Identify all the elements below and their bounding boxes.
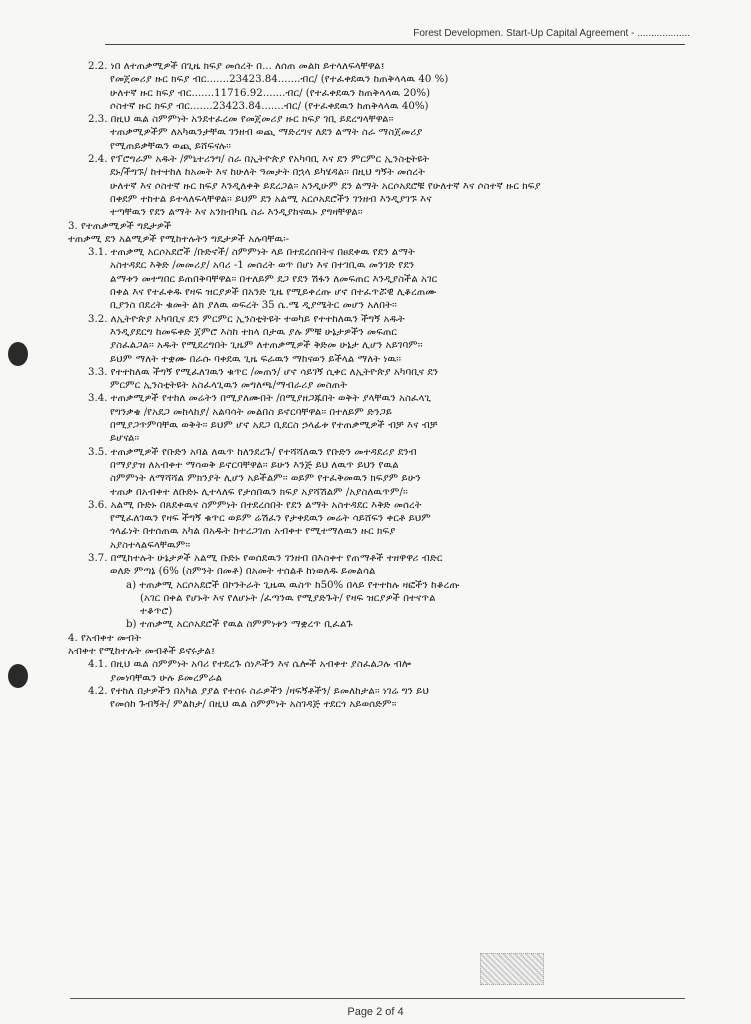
text-line: 3.7. በሚከተሉት ሁኔታዎች አልሚ ቡድኑ የወሰደዉን ገንዘብ በእስቀተ የጠማቶች ተዘዋዋሪ ብድር	[88, 552, 443, 564]
text-line: በቀደም ተከተል ይተላለፍላቸዋል፡፡ ይህም ደን አልሚ አርሶአደሮችን ገንዘብ እንዲያገኙ እና	[110, 193, 432, 205]
punch-hole	[8, 342, 28, 366]
text-line: ሁለተኛ እና ሶስተኛ ዙር ክፍያ እንዲለቀቅ ይደረጋል፡፡ አንዲሁም ደን ልማት አርሶአደሮቹ የሁለተኛ እና ሶስተኛ ዙር ክፍያ	[110, 180, 541, 192]
text-line: በቀል እና የተፈቀዱ የዛፍ ዝርያዎች በአንድ ጊዜ የሚይቀረጡ ሆኖ በተፈጥሯዊ ሊቆረጠሙ	[110, 287, 437, 299]
text-line: ተጠቃሚ ደን አልሚዎች የሚከተሉትን ግዴታዎች አሉባቸዉ፡-	[68, 233, 290, 245]
text-line: እንዲያደርግ ከመፍቀድ ጀምሮ እስከ ተክላ በታዉ ያሉ ምቹ ሁኔታዎችን መፍጠር	[110, 326, 398, 338]
text-line: ተጠቃሚዎችም ለአካዉንታቸዉ ገንዘብ ወጪ ማድረግና ለደን ልማት ስራ ማስጀመሪያ	[110, 127, 423, 139]
text-line: ያስፈልጋል፡፡ አዱት የሚደረግበት ጊዜም ለተጠቃሚዎች ቅድመ ሁኔታ ሊሆን አይገባም፡፡	[110, 340, 423, 352]
text-line: አያስተላልፍላቸዉም፡፡	[110, 539, 191, 551]
page-header: Forest Developmen. Start-Up Capital Agreement - ...................	[413, 28, 690, 39]
text-line: ስምምነት ለማሻሻል ምክንያት ሊሆን አይችልም፡፡ ወይም የተፈቅመዉን ክፍያም ይሁን	[110, 473, 421, 485]
text-line: 4.2. የተከለ በታዎችን በአካል ያያል የተሰሩ ስራዎችን /ዛፍኝቶችን/ ይመለከታል፡፡ ነገሬ ግን ይህ	[88, 685, 429, 697]
text-line: (አገር በቀል የሆኑት እና የለሆኑት /ፈጣንዉ የሚያድጉት/ የዛፍ ዝርያዎች በተናጥል	[140, 592, 436, 604]
text-line: 4.1. በዚህ ዉል ስምምነት አባሪ የተደረጉ ሰነዶችን እና ሴሎች አብቀተ ያስፈልጋሉ ብሎ	[88, 659, 412, 671]
text-line: በማያያዝ ለአብቀተ ማሳወቅ ይኖርባቸዋል፡፡ ይሁን እንጅ ይህ ለዉጥ ይህን የዉል	[110, 459, 399, 471]
faded-stamp	[480, 953, 544, 985]
text-line: ተጠቃ በአብቀተ ለቡድኑ ሊተላለፍ የታሰበዉን ክፍያ አያሻሽልም /አያስለዉጥም/፡፡	[110, 486, 408, 498]
text-line: ሶስተኛ ዙር ክፍያ ብር.......23423.84.......ብር/ (የተፈቀደዉን ከጠቅላላዉ 40%)	[110, 100, 429, 112]
text-line: በሚያጋጥምባቸዉ ወቅት፡፡ ይህም ሆኖ አደጋ ቢደርስ ኃላፊቱ የተጠቃሚዎች ብቻ እና ብቻ	[110, 420, 438, 432]
text-line: ይህም ማለት ተቋሙ በራሱ ባቀደዉ ጊዜ ፍራዉን ማከናወን ይችላል ማለት ነዉ፡፡	[110, 353, 402, 365]
punch-hole	[8, 664, 28, 688]
text-line: ተቆጥሮ)	[140, 606, 173, 618]
footer-rule	[70, 998, 685, 999]
page-number: Page 2 of 4	[347, 1006, 404, 1018]
text-line: ወለድ ምጣኔ (6% (ስምንት በመቶ) በአመት ተሰልቶ ከነወለዱ ይመልሳል	[110, 566, 376, 578]
text-line: የሚጠይቃቸዉን ወጪ ይሸፍናሉ፡፡	[110, 140, 231, 152]
text-line: የመሰከ ጉብኝት/ ምልከታ/ በዚህ ዉል ስምምነት አስገዳጅ ተደርጎ አይወሰድም፡፡	[110, 699, 397, 711]
text-line: የሚፈለገዉን የዛፍ ችግኝ ቁጥር ወይም ሬሽፈን የታቀደዉን መሬት ሳይሸፍን ቀርቶ ይህም	[110, 513, 431, 525]
text-line: 3.1. ተጠቃሚ አርሶአደሮች /ቡድኖች/ ስምምነት ላይ በተደረሰበትና በፀደቀዉ የደን ልማት	[88, 247, 415, 259]
text-line: 3.4. ተጠቃሚዎች የተከለ መሬትን በሚያለሙበት /በሚያዘጋጁበት ወቅት ያላቸዉን አስፈላጊ	[88, 393, 432, 405]
text-line: አስተዳደር እቅድ /መመሪያ/ አባሪ -1 መሰረት ወጥ በሆነ እና በተገቢዉ መንገድ የደን	[110, 260, 415, 272]
text-line: b) ተጠቃሚ አርሶአደሮች የዉል ስምምነቱን ማቋረጥ ቢፈልጉ	[126, 619, 353, 631]
text-line: 3.2. ለኢትዮጵያ አካባቢና ደን ምርምር ኢንስቲትዩት ተወካይ የተተከለዉን ችግኝ አዱት	[88, 313, 405, 325]
text-line: 3.5. ተጠቃሚዎች የቡድን አባል ለዉጥ ከለንደረጉ/ የተሻሻለዉን የቡድን መተዳደሪያ ደንብ	[88, 446, 417, 458]
text-line: ይሆናል፡፡	[110, 433, 140, 445]
text-line: 2.4. የፕሮግራም አዱት /ምኒተሪንግ/ ስራ በኢትዮጵያ የአካባቢ እና ደን ምርምር ኢንስቲትዩት	[88, 154, 430, 166]
text-line: 4. የአብቀተ መብት	[68, 632, 142, 644]
text-line: ሁለተኛ ዙር ክፍያ ብር.......11716.92.......ብር/ (የተፈቀደዉን ከጠቅላላዉ 20%)	[110, 87, 431, 99]
text-line: ጎላፊነት በተሰጠዉ አካል በአዱት ከተረጋገጠ አብቀተ የሚተማለዉን ዙር ክፍያ	[110, 526, 396, 538]
text-line: ተጣቸዉን የደን ልማት እና አንክብካቤ ስራ እንዲያከናዉኑ ያግዛቸዋል፡፡	[110, 207, 363, 219]
text-line: ደኑ/ችግኙ/ ከተተከለ ከአመት እና ከሁለት ዓመታት በኋላ ይካሄዳል፡፡ በዚህ ግኝት መሰረት	[110, 167, 425, 179]
text-line: ምርምር ኢንስቲትዩት አስፈላጊዉን መግለጫ/ማብራሪያ መስጠት	[110, 380, 348, 392]
text-line: ልማቱን መተግበር ይጠበቅባቸዋል፡፡ በተለይም ደጋ የደን ሽፋን ለመፍጠር እንዲያስችል አገር	[110, 273, 438, 285]
text-line: 2.3. በዚህ ዉል ስምምነት አንደተፈረመ የመጀመሪያ ዙር ክፍያ ገቢ ይደረግላቸዋል፡፡	[88, 114, 394, 126]
header-rule	[105, 44, 685, 45]
text-line: 3.6. አልሚ ቡድኑ በጸደቀዉና ስምምነት በተደረሰበት የደን ልማት አስተዳደር እቅድ መሰረት	[88, 499, 422, 511]
text-line: 3. የተጠቃሚዎች ግዴታዎች	[68, 220, 172, 232]
text-line: 2.2. ነበ ለተጠቃሚዎች በጊዜ ክፍያ መሰረት በ... ለሰጠ መልክ ይተላለፍላቸዋል፤	[88, 61, 385, 72]
text-line: a) ተጠቃሚ አርሶአደሮች በኮንትራት ጊዜዉ ዉስጥ ከ50% በላይ የተተከሉ ዛፎችን ከቆረጡ	[126, 579, 460, 591]
text-line: 3.3. የተተከለዉ ችግኝ የሚፈለገዉን ቁጥር /መጠን/ ሆኖ ሳይገኝ ሲቀር ለኢትዮጵያ አካባቢና ደን	[88, 366, 439, 378]
text-line: የመጀመሪያ ዙር ክፍያ ብር.......23423.84.......ብር/ (የተፈቀደዉን ከጠቅላላዉ 40 %)	[110, 74, 449, 86]
text-line: ቢያንስ በደረት ቁመት ልክ ያለዉ ወፍረት 35 ሴ.ሜ ዲያሜትር መሆን አለበት፡፡	[110, 300, 397, 312]
text-line: አብቀተ የሚከተሉት መብቶች ይኖሩታል፤	[68, 646, 216, 658]
text-line: ያመነባቸዉን ሁሉ ይመረምራል	[110, 672, 223, 684]
document-body	[68, 60, 693, 712]
text-line: የግንቃቄ /የአደጋ መከላከያ/ አልባሳት መልበስ ይኖርባቸዋል፡፡ በተለይም ድንጋይ	[110, 406, 393, 418]
